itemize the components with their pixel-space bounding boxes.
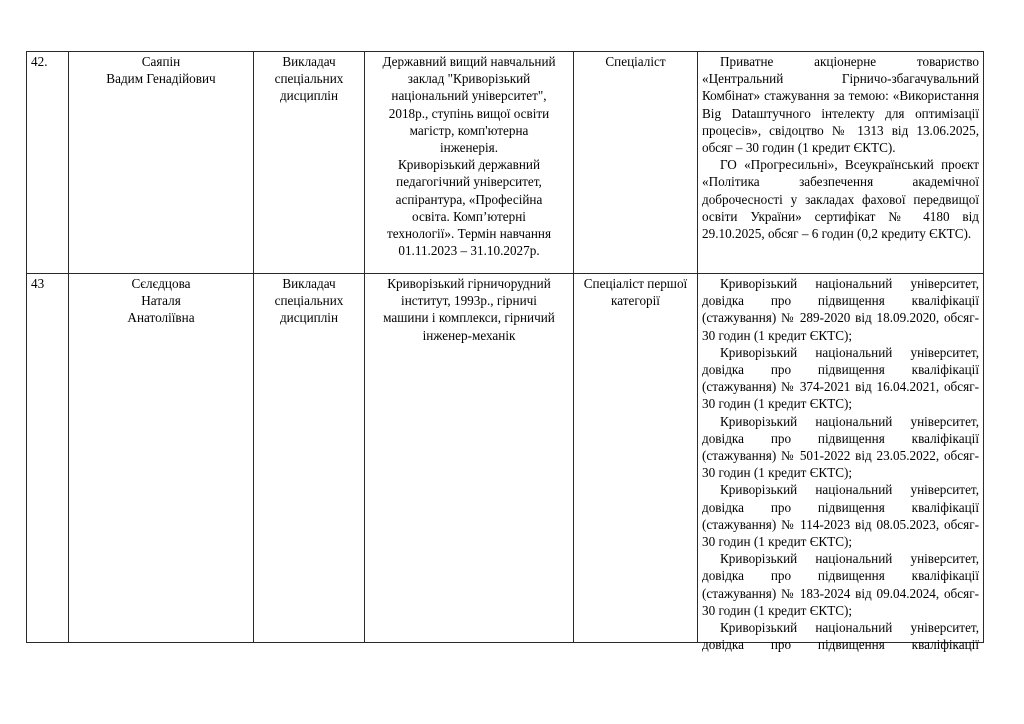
name-line: Наталя [141,293,181,309]
education-line: інститут, 1993р., гірничі [401,293,537,309]
name-line: Вадим Генадійович [106,71,216,87]
training-entry: Криворізький національний університет, довідка про підвищення кваліфікації (стажування) № 183-2024 від 09.04.2024, обсяг- 30 годин (1 кредит ЄКТС); [702,551,979,618]
teacher-category: Спеціаліст [574,52,698,274]
teacher-education [365,274,574,643]
teacher-position [254,52,365,274]
education-line: 2018р., ступінь вищої освіти [388,105,550,121]
education-line: педагогічний університет, [396,174,542,190]
education-line: магістр, комп'ютерна [409,122,529,138]
education-line: технології». Термін навчання [386,226,552,242]
category-line: категорії [611,293,660,309]
row-number: 42. [27,52,69,274]
table-row [27,274,984,643]
teacher-name [69,274,254,643]
table-row [27,52,984,274]
education-line: Державний вищий навчальний [382,54,556,69]
teacher-education [365,52,574,274]
name-line: Саяпін [141,54,181,69]
position-line: дисциплін [279,88,339,104]
training-entry: Криворізький національний університет, довідка про підвищення кваліфікації (стажування) № 289-2020 від 18.09.2020, обсяг- 30 годин (1 кредит ЄКТС); [702,276,979,343]
education-line: 01.11.2023 – 31.10.2027р. [398,243,540,259]
training-entry: Приватне акціонерне товариство «Центральний Гірничо-збагачувальний Комбінат» стажування за темою: «Використання Big Dataштучного інтелекту для оптимізації процесів», свідоцтво № 1313 від 13.06.2025, обсяг – 30 годин (1 кредит ЄКТС). [702,54,979,156]
teacher-training [698,52,984,274]
training-entry: ГО «Прогресильні», Всеукраїнський проєкт «Політика забезпечення академічної доброчесності у закладах фахової передвищої освіти України» сертифікат № 4180 від 29.10.2025, обсяг – 6 годин (0,2 кредиту ЄКТС). [702,157,979,242]
education-line: аспірантура, «Професійна [395,191,543,207]
education-line: заклад "Криворізький [407,71,531,87]
position-line: дисциплін [279,310,339,326]
training-entry: Криворізький національний університет, довідка про підвищення кваліфікації (стажування) № 114-2023 від 08.05.2023, обсяг- 30 годин (1 кредит ЄКТС); [702,482,979,550]
position-line: Викладач [282,54,336,69]
training-list [702,275,979,653]
teacher-position [254,274,365,643]
name-line: Сєлєдцова [131,276,191,291]
teacher-category [574,274,698,643]
education-line: Криворізький гірничорудний [387,276,551,291]
teacher-name [69,52,254,274]
training-entry: Криворізький національний університет, довідка про підвищення кваліфікації (стажування) № 374-2021 від 16.04.2021, обсяг- 30 годин (1 кредит ЄКТС); [702,344,979,412]
training-entry: Криворізький національний університет, довідка про підвищення кваліфікації [702,620,979,653]
education-line: національний університет", [391,88,547,104]
education-line: машини і комплекси, гірничий [383,310,555,326]
training-entry: Криворізький національний університет, довідка про підвищення кваліфікації (стажування) № 501-2022 від 23.05.2022, обсяг- 30 годин (1 кредит ЄКТС); [702,413,979,481]
row-number: 43 [27,274,69,643]
position-line: спеціальних [274,71,344,87]
education-line: інженерія. [439,140,499,156]
staff-table [26,51,984,653]
education-line: освіта. Комп’ютерні [412,208,526,224]
document-page [26,51,983,653]
position-line: спеціальних [274,293,344,309]
education-line: Криворізький державний [398,157,540,173]
category-line: Спеціаліст першої [583,276,688,291]
teacher-training [698,274,984,653]
education-line: інженер-механік [422,327,516,343]
position-line: Викладач [282,276,336,291]
name-line: Анатоліївна [127,310,195,326]
